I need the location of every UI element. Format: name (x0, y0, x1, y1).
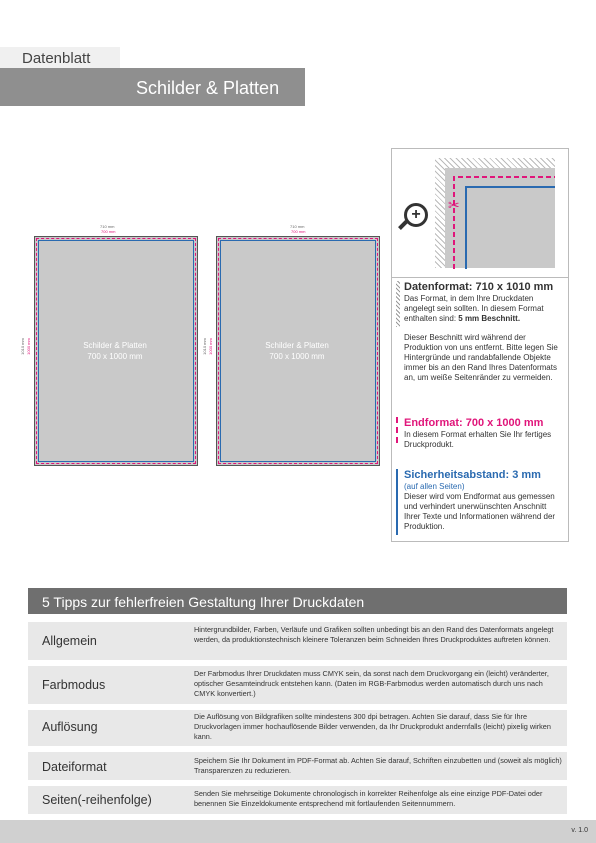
plate-label-line1: Schilder & Platten (83, 341, 147, 350)
plate-width-inner: 700 mm (291, 229, 306, 234)
plate-width-outer: 710 mm (290, 224, 305, 229)
tip-title: Allgemein (42, 634, 97, 648)
plate-height-outer: 1010 mm (201, 338, 207, 355)
bleed-marker (396, 281, 400, 327)
tip-text: Hintergrundbilder, Farben, Verläufe und Grafiken sollten unbedingt bis an den Rand des Datenformats angelegt werden, da produktionstechnisch kleinere Toleranzen beim Schneiden Ihres Druckproduktes auftreten können. (194, 625, 554, 644)
datenformat-title: Datenformat: 710 x 1010 mm (404, 281, 554, 293)
page-title: Schilder & Platten (136, 78, 280, 98)
tips-heading: 5 Tipps zur fehlerfreien Gestaltung Ihrer Druckdaten (42, 594, 365, 610)
trim-marker (396, 417, 398, 443)
header-tab-label: Datenblatt (22, 50, 91, 67)
tip-text: Senden Sie mehrseitige Dokumente chronologisch in korrekter Reihenfolge als eine einzige PDF-Datei oder benennen Sie Einzeldokumente entsprechend mit fortlaufenden Seitennummern. (194, 789, 543, 808)
safety-marker (396, 469, 398, 535)
plate-label (202, 340, 392, 362)
tip-text: Die Auflösung von Bildgrafiken sollte mindestens 300 dpi betragen. Achten Sie darauf, dass Sie für Ihre Druckvorlagen immer hochauflösende Bilder verwenden, da Ihr Druckprodukt andernfalls (leicht) pixelig wirken kann. (194, 712, 551, 741)
tip-text: Der Farbmodus Ihrer Druckdaten muss CMYK sein, da sonst nach dem Druckvorgang ein (leicht) veränderter, optischer Gesamteindruck entstehen kann. (Daten im RGB-Farbmodus werden automatisch durch uns nach CMYK konvertiert.) (194, 669, 549, 698)
datenformat-section (404, 281, 562, 383)
plate-width-inner: 700 mm (101, 229, 116, 234)
endformat-section (404, 417, 562, 450)
datenformat-note: Dieser Beschnitt wird während der Produktion von uns entfernt. Bitte legen Sie Hintergründe und randabfallende Objekte immer bis an den Rand Ihres Datenformats an, um weiße Seitenränder zu vermeiden. (404, 333, 558, 382)
plate-height-outer: 1010 mm (19, 338, 25, 355)
tip-title: Farbmodus (42, 678, 106, 692)
sicherheit-text: Dieser wird vom Endformat aus gemessen und verhindert unerwünschten Anschnitt Ihrer Texte und Informationen während der Produktion. (404, 492, 556, 531)
format-info-box (391, 148, 569, 542)
plate-width-outer: 710 mm (100, 224, 115, 229)
plate-height-inner: 1000 mm (207, 338, 213, 355)
tip-title: Dateiformat (42, 760, 107, 774)
footer-bar (0, 820, 596, 843)
plate-label-line2: 700 x 1000 mm (87, 352, 143, 361)
plate-label-line2: 700 x 1000 mm (269, 352, 325, 361)
sicherheit-subtitle: (auf allen Seiten) (404, 482, 465, 491)
plate-label-line1: Schilder & Platten (265, 341, 329, 350)
corner-detail (392, 149, 568, 278)
endformat-title: Endformat: 700 x 1000 mm (404, 417, 544, 429)
tip-title: Auflösung (42, 720, 98, 734)
plate-diagram-1 (20, 222, 200, 468)
zoom-icon: + (404, 203, 428, 227)
tip-title: Seiten(-reihenfolge) (42, 793, 152, 807)
endformat-text: In diesem Format erhalten Sie Ihr fertiges Druckprodukt. (404, 430, 552, 449)
scissors-icon: ✂ (448, 197, 460, 213)
datenformat-bold: 5 mm Beschnitt. (458, 314, 521, 323)
sicherheit-title: Sicherheitsabstand: 3 mm (404, 469, 541, 481)
version-label: v. 1.0 (571, 827, 588, 834)
tip-text: Speichern Sie Ihr Dokument im PDF-Format ab. Achten Sie darauf, Schriften einzubetten und (soweit als möglich) Transparenzen zu reduzieren. (194, 756, 562, 775)
plate-height-inner: 1000 mm (25, 338, 31, 355)
plate-label (20, 340, 210, 362)
plate-diagram-2 (202, 222, 382, 468)
sicherheit-section (404, 469, 562, 532)
datenformat-text: Das Format, in dem Ihre Druckdaten angelegt sein sollten. In diesem Format enthalten sind: (404, 294, 544, 323)
